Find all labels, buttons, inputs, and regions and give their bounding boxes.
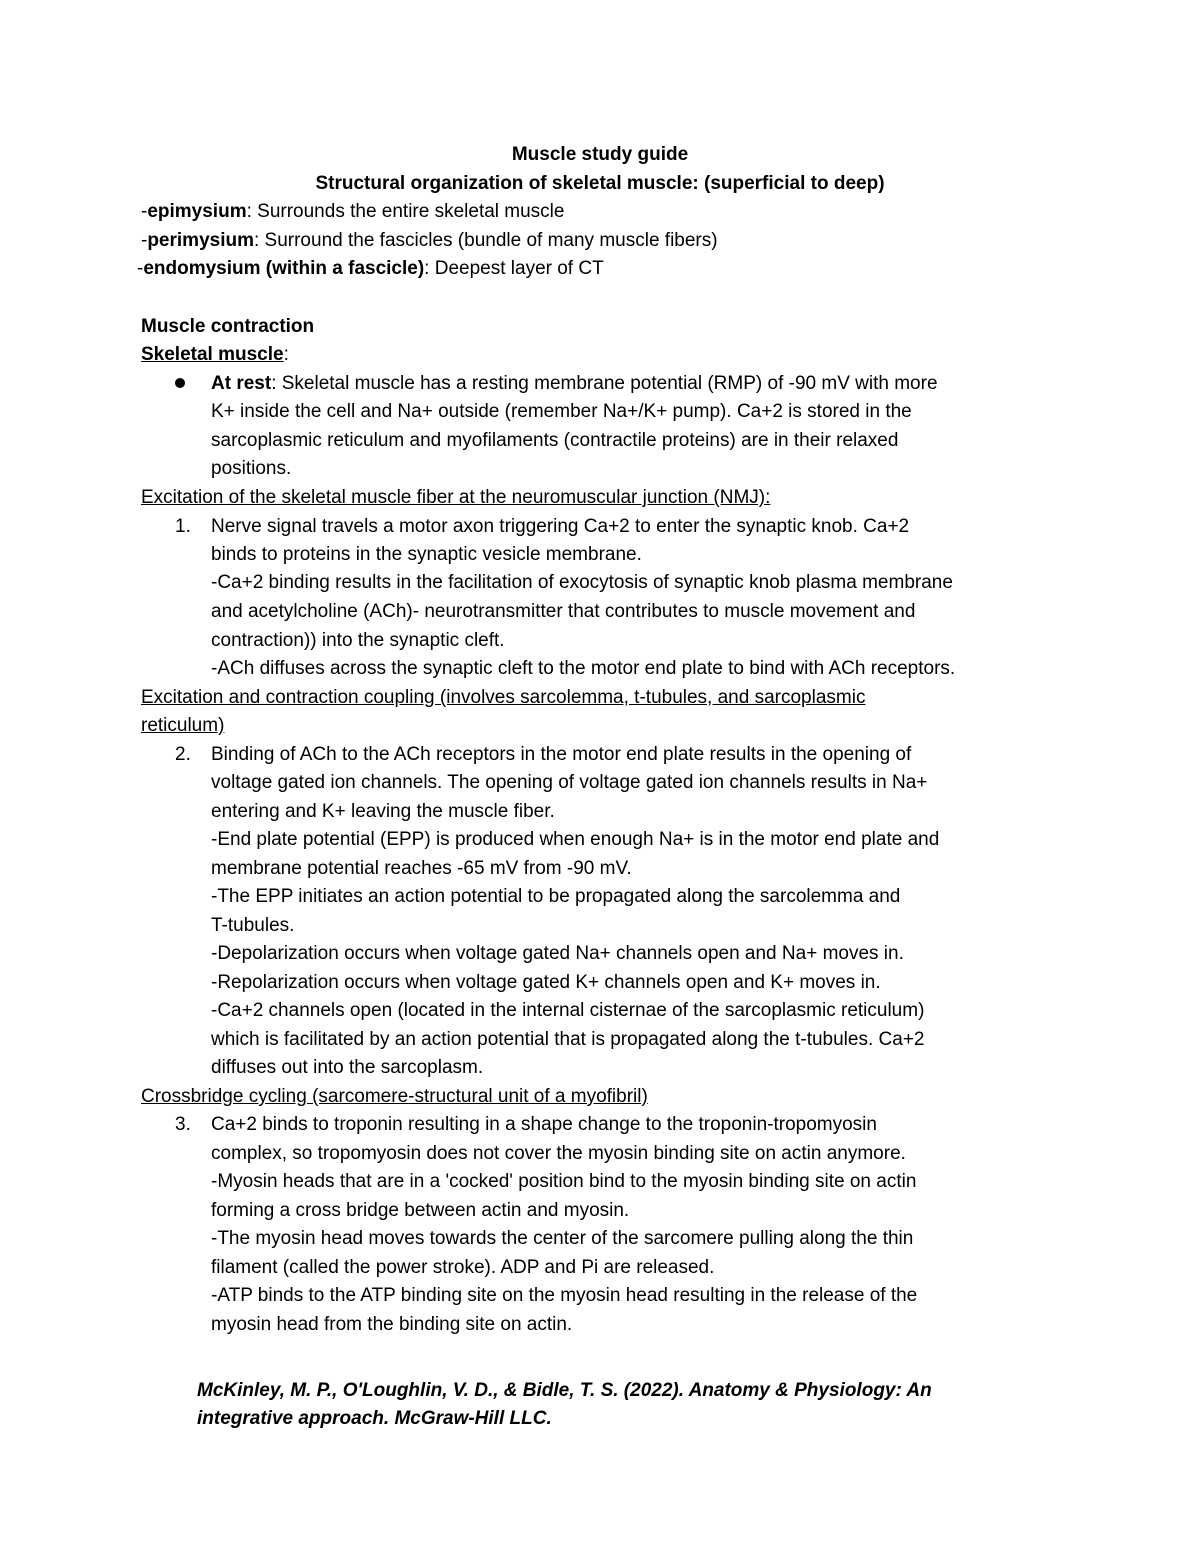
list-line: complex, so tropomyosin does not cover the myosin binding site on actin anymore. — [211, 1143, 906, 1164]
list-line: -ATP binds to the ATP binding site on the myosin head resulting in the release of the — [211, 1285, 918, 1306]
layer-term: perimysium — [147, 230, 254, 251]
list-line: entering and K+ leaving the muscle fiber. — [211, 801, 555, 822]
list-number: 2. — [175, 744, 191, 765]
section-heading-skeletal: Skeletal muscle: — [141, 344, 289, 365]
layer-endomysium: -endomysium (within a fascicle): Deepest layer of CT — [137, 258, 604, 279]
list-line: -The EPP initiates an action potential to be propagated along the sarcolemma and — [211, 886, 901, 907]
reference-line-1: McKinley, M. P., O'Loughlin, V. D., & Bidle, T. S. (2022). Anatomy & Physiology: An — [197, 1380, 932, 1401]
list-line: -Depolarization occurs when voltage gated Na+ channels open and Na+ moves in. — [211, 943, 904, 964]
list-line: forming a cross bridge between actin and myosin. — [211, 1200, 630, 1221]
list-line: -The myosin head moves towards the center of the sarcomere pulling along the thin — [211, 1228, 914, 1249]
at-rest-line-3: sarcoplasmic reticulum and myofilaments (contractile proteins) are in their relaxed — [211, 430, 899, 451]
list-line: membrane potential reaches -65 mV from -90 mV. — [211, 858, 632, 879]
list-line: -End plate potential (EPP) is produced when enough Na+ is in the motor end plate and — [211, 829, 940, 850]
at-rest-line-2: K+ inside the cell and Na+ outside (remember Na+/K+ pump). Ca+2 is stored in the — [211, 401, 912, 422]
list-line: -Ca+2 channels open (located in the internal cisternae of the sarcoplasmic reticulum) — [211, 1000, 925, 1021]
subsection-heading-ec-coupling-cont: reticulum) — [141, 715, 225, 736]
list-line: -Myosin heads that are in a 'cocked' position bind to the myosin binding site on actin — [211, 1171, 917, 1192]
list-line: binds to proteins in the synaptic vesicle membrane. — [211, 544, 642, 565]
list-line: contraction)) into the synaptic cleft. — [211, 630, 505, 651]
subsection-heading-ec-coupling: Excitation and contraction coupling (involves sarcolemma, t-tubules, and sarcoplasmic — [141, 687, 866, 708]
list-line: Nerve signal travels a motor axon triggering Ca+2 to enter the synaptic knob. Ca+2 — [211, 516, 910, 537]
list-number: 3. — [175, 1114, 191, 1135]
layer-term: epimysium — [147, 201, 247, 222]
section-heading-contraction: Muscle contraction — [141, 316, 315, 337]
at-rest-line-4: positions. — [211, 458, 292, 479]
layer-perimysium: -perimysium: Surround the fascicles (bundle of many muscle fibers) — [141, 230, 718, 251]
layer-desc: : Surrounds the entire skeletal muscle — [246, 201, 565, 222]
layer-desc: : Deepest layer of CT — [424, 258, 604, 279]
page-title: Muscle study guide — [511, 144, 689, 165]
reference-line-2: integrative approach. McGraw-Hill LLC. — [197, 1408, 552, 1429]
list-line: diffuses out into the sarcoplasm. — [211, 1057, 484, 1078]
list-line: -Ca+2 binding results in the facilitation of exocytosis of synaptic knob plasma membrane — [211, 572, 953, 593]
list-line: Binding of ACh to the ACh receptors in the motor end plate results in the opening of — [211, 744, 912, 765]
list-line: T-tubules. — [211, 915, 295, 936]
list-line: Ca+2 binds to troponin resulting in a shape change to the troponin-tropomyosin — [211, 1114, 877, 1135]
at-rest-term: At rest — [211, 373, 272, 394]
list-line: voltage gated ion channels. The opening of voltage gated ion channels results in Na+ — [211, 772, 928, 793]
list-line: myosin head from the binding site on actin. — [211, 1314, 573, 1335]
layer-epimysium: -epimysium: Surrounds the entire skeletal muscle — [141, 201, 565, 222]
list-line: which is facilitated by an action potential that is propagated along the t-tubules. Ca+2 — [211, 1029, 925, 1050]
layer-term: endomysium (within a fascicle) — [143, 258, 425, 279]
bullet-icon — [175, 378, 185, 388]
at-rest-line-1: At rest: Skeletal muscle has a resting membrane potential (RMP) of -90 mV with more — [211, 373, 938, 394]
list-number: 1. — [175, 516, 191, 537]
list-line: filament (called the power stroke). ADP and Pi are released. — [211, 1257, 715, 1278]
page-subtitle: Structural organization of skeletal muscle: (superficial to deep) — [315, 173, 885, 194]
list-line: -ACh diffuses across the synaptic cleft to the motor end plate to bind with ACh receptors. — [211, 658, 956, 679]
layer-desc: : Surround the fascicles (bundle of many muscle fibers) — [253, 230, 718, 251]
list-line: and acetylcholine (ACh)- neurotransmitter that contributes to muscle movement and — [211, 601, 916, 622]
skeletal-heading-text: Skeletal muscle — [141, 344, 284, 365]
subsection-heading-crossbridge: Crossbridge cycling (sarcomere-structural unit of a myofibril) — [141, 1086, 648, 1107]
list-line: -Repolarization occurs when voltage gated K+ channels open and K+ moves in. — [211, 972, 881, 993]
subsection-heading-nmj: Excitation of the skeletal muscle fiber at the neuromuscular junction (NMJ): — [141, 487, 771, 508]
